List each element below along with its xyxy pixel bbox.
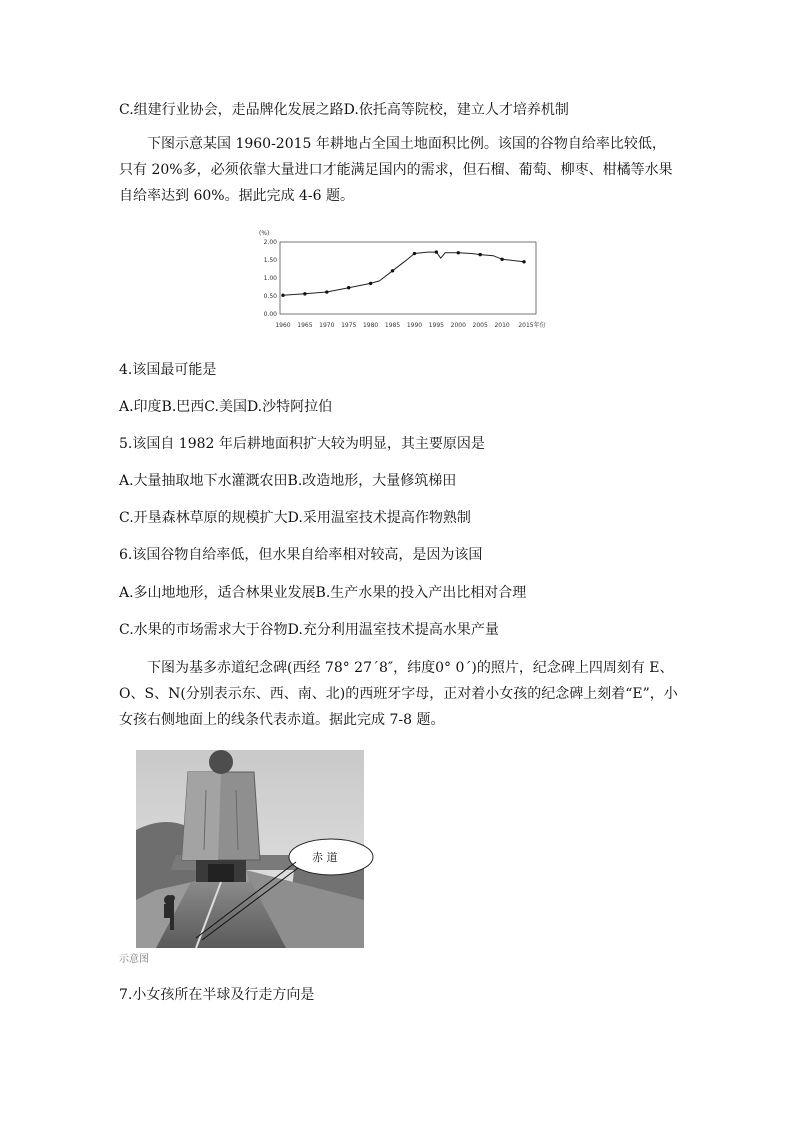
data-point-8	[457, 251, 460, 254]
y-axis-label: (%)	[259, 230, 270, 237]
y-tick-label-1: 0.50	[263, 293, 277, 300]
x-tick-label-5: 1985	[384, 322, 401, 329]
globe-icon	[209, 750, 233, 774]
q4-stem: 4.该国最可能是	[119, 362, 217, 378]
x-tick-label-8: 2000	[450, 322, 466, 329]
y-tick-label-2: 1.00	[263, 275, 277, 282]
equator-monument-photo	[136, 750, 364, 948]
y-tick-label-3: 1.50	[263, 257, 277, 264]
x-tick-label-9: 2005	[472, 322, 488, 329]
x-tick-label-11: 2015年份	[518, 322, 546, 329]
data-point-6	[413, 252, 416, 255]
q5-options-ab: A.大量抽取地下水灌溉农田B.改造地形，大量修筑梯田	[119, 473, 457, 489]
photo-caption: 示意图	[119, 954, 149, 965]
data-point-0	[281, 294, 284, 297]
q7-stem: 7.小女孩所在半球及行走方向是	[119, 987, 315, 1003]
data-point-11	[522, 260, 525, 263]
y-tick-label-0: 0.00	[263, 311, 277, 318]
q6-options-ab: A.多山地地形，适合林果业发展B.生产水果的投入产出比相对合理	[119, 585, 527, 601]
q5-stem: 5.该国自 1982 年后耕地面积扩大较为明显，其主要原因是	[119, 436, 485, 452]
callout-label: 赤 道	[312, 851, 338, 864]
q3-options-cd: C.组建行业协会，走品牌化发展之路D.依托高等院校，建立人才培养机制	[119, 102, 569, 118]
q6-stem: 6.该国谷物自给率低，但水果自给率相对较高，是因为该国	[119, 547, 483, 563]
q5-options-cd: C.开垦森林草原的规模扩大D.采用温室技术提高作物熟制	[119, 510, 471, 526]
y-tick-label-4: 2.00	[263, 239, 277, 246]
x-tick-label-7: 1995	[428, 322, 445, 329]
intro-4-6: 下图示意某国 1960-2015 年耕地占全国土地面积比例。该国的谷物自给率比较低，只有 20%多，必须依靠大量进口才能满足国内的需求，但石榴、葡萄、柳枣、柑橘等水果自给率达到 60%。据此完成 4-6 题。	[119, 136, 673, 204]
x-tick-label-0: 1960	[275, 322, 291, 329]
intro-7-8: 下图为基多赤道纪念碑(西经 78° 27´8″，纬度0° 0´)的照片，纪念碑上四周刻有 E、O、S、N(分别表示东、西、南、北)的西班牙字母，正对着小女孩的纪念碑上刻着“E”，小女孩右侧地面上的线条代表赤道。据此完成 7-8 题。	[119, 660, 678, 728]
data-point-7	[435, 250, 438, 253]
x-tick-label-2: 1970	[319, 322, 335, 329]
data-point-9	[478, 253, 481, 256]
data-point-10	[500, 258, 503, 261]
q4-options: A.印度B.巴西C.美国D.沙特阿拉伯	[119, 399, 333, 415]
farmland-chart	[253, 222, 546, 334]
x-tick-label-4: 1980	[362, 322, 379, 329]
data-point-3	[347, 286, 350, 289]
girl-figure	[164, 895, 174, 905]
data-point-4	[369, 282, 372, 285]
x-tick-label-3: 1975	[341, 322, 357, 329]
x-tick-label-6: 1990	[406, 322, 423, 329]
data-point-1	[303, 292, 306, 295]
x-tick-label-1: 1965	[297, 322, 313, 329]
data-point-5	[391, 269, 394, 272]
q6-options-cd: C.水果的市场需求大于谷物D.充分利用温室技术提高水果产量	[119, 622, 499, 638]
data-point-2	[325, 290, 328, 293]
x-tick-label-10: 2010	[494, 322, 510, 329]
